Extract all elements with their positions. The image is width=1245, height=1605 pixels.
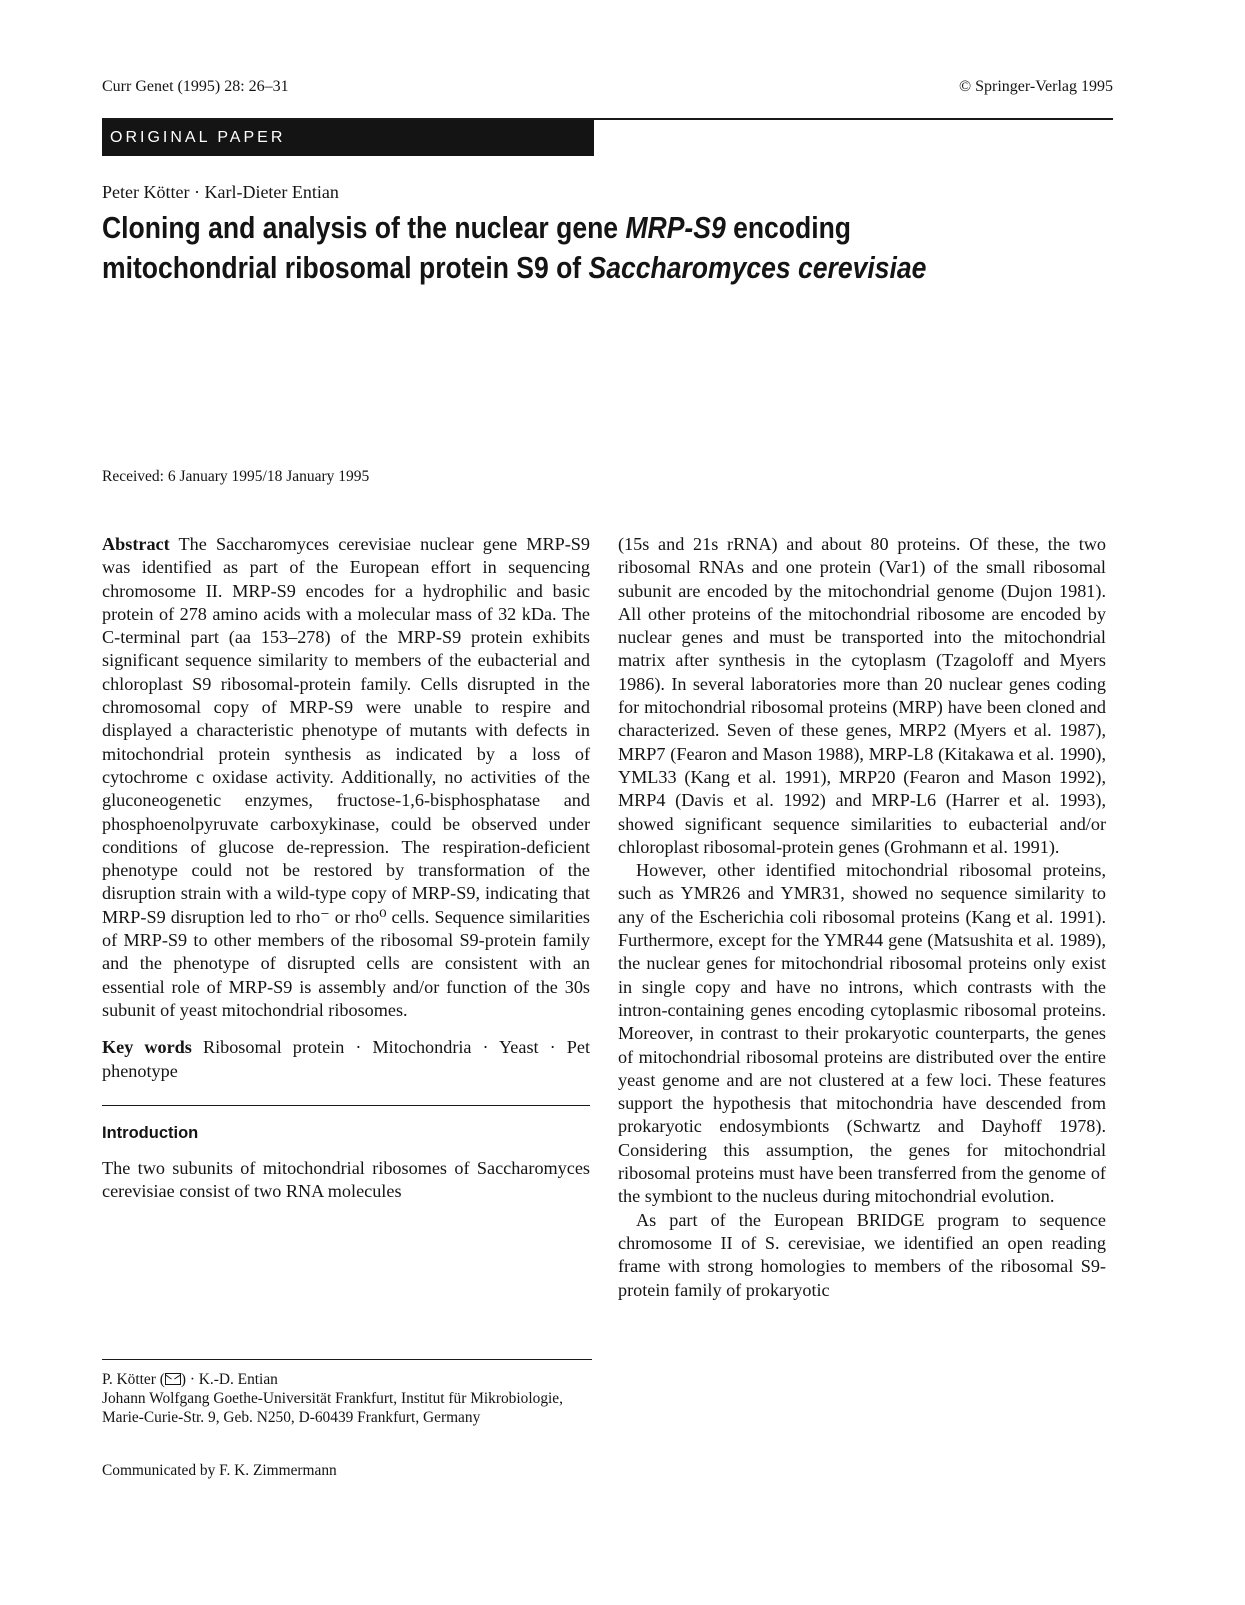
corresponding-authors	[102, 1370, 592, 1389]
title-organism: Saccharomyces cerevisiae	[588, 251, 927, 285]
abstract-text: The Saccharomyces cerevisiae nuclear gene MRP-S9 was identified as part of the European effort in sequencing chromosome II. MRP-S9 encodes for a hydrophilic and basic protein of 278 amino acids with a molecular mass of 32 kDa. The C-terminal part (aa 153–278) of the MRP-S9 protein exhibits significant sequence similarity to members of the eubacterial and chloroplast S9 ribosomal-protein family. Cells disrupted in the chromosomal copy of MRP-S9 were unable to respire and displayed a characteristic phenotype of mutants with defects in mitochondrial protein synthesis as indicated by a loss of cytochrome c oxidase activity. Additionally, no activities of the gluconeogenetic enzymes, fructose-1,6-bisphosphatase and phosphoenolpyruvate carboxykinase, could be observed under conditions of glucose de-repression. The respiration-deficient phenotype could not be restored by transformation of the disruption strain with a wild-type copy of MRP-S9, indicating that MRP-S9 disruption led to rho⁻ or rho⁰ cells. Sequence similarities of MRP-S9 to other members of the ribosomal S9-protein family and the phenotype of disrupted cells are consistent with an essential role of MRP-S9 is assembly and/or function of the 30s subunit of yeast mitochondrial ribosomes.	[102, 534, 590, 1020]
envelope-icon	[165, 1373, 181, 1385]
left-column	[102, 533, 590, 1204]
footnote-author-2: ) · K.-D. Entian	[180, 1371, 278, 1388]
author-list: Peter Kötter · Karl-Dieter Entian	[102, 182, 339, 202]
journal-citation: Curr Genet (1995) 28: 26–31	[102, 78, 289, 95]
communicated-by: Communicated by F. K. Zimmermann	[102, 1462, 337, 1479]
right-column	[618, 533, 1106, 1302]
introduction-heading: Introduction	[102, 1123, 199, 1142]
intro-paragraph-1-start: The two subunits of mitochondrial ribosomes of Saccharomyces cerevisiae consist of two RNA molecules	[102, 1158, 590, 1202]
author-affiliation	[102, 1370, 592, 1427]
article-type-banner: ORIGINAL PAPER	[102, 120, 594, 156]
title-text-2: encoding mitochondrial ribosomal protein S9 of	[102, 211, 852, 285]
abstract-label: Abstract	[102, 534, 170, 554]
copyright-notice: © Springer-Verlag 1995	[958, 78, 1113, 95]
intro-paragraph-3: As part of the European BRIDGE program to sequence chromosome II of S. cerevisiae, we identified an open reading frame with strong homologies to members of the ribosomal S9-protein family of prokaryotic	[618, 1209, 1106, 1300]
paper-title	[102, 208, 1007, 288]
intro-paragraph-2: However, other identified mitochondrial ribosomal proteins, such as YMR26 and YMR31, showed no sequence similarity to any of the Escherichia coli ribosomal proteins (Kang et al. 1991). Furthermore, except for the YMR44 gene (Matsushita et al. 1989), the nuclear genes for mitochondrial ribosomal proteins only exist in single copy and have no introns, which contrasts with the intron-containing genes encoding cytoplasmic ribosomal proteins. Moreover, in contrast to their prokaryotic counterparts, the genes of mitochondrial ribosomal proteins are distributed over the entire yeast genome and are not clustered at a few loci. These features support the hypothesis that mitochondria have descended from prokaryotic endosymbionts (Schwartz and Dayhoff 1978). Considering this assumption, the genes for mitochondrial ribosomal proteins must have been transferred from the genome of the symbiont to the nucleus during mitochondrial evolution.	[618, 860, 1106, 1207]
title-text: Cloning and analysis of the nuclear gene	[102, 211, 626, 245]
received-dates: Received: 6 January 1995/18 January 1995	[102, 468, 370, 485]
title-gene: MRP-S9	[625, 211, 726, 245]
abstract	[102, 533, 590, 1022]
intro-paragraph-1-cont: (15s and 21s rRNA) and about 80 proteins. Of these, the two ribosomal RNAs and one protein (Var1) of the small ribosomal subunit are encoded by the mitochondrial genome (Dujon 1981). All other proteins of the mitochondrial ribosome are encoded by nuclear genes and must be transported into the mitochondrial matrix after synthesis in the cytoplasm (Tzagoloff and Myers 1986). In several laboratories more than 20 nuclear genes coding for mitochondrial ribosomal proteins (MRP) have been cloned and characterized. Seven of these genes, MRP2 (Myers et al. 1987), MRP7 (Fearon and Mason 1988), MRP-L8 (Kitakawa et al. 1990), YML33 (Kang et al. 1991), MRP20 (Fearon and Mason 1992), MRP4 (Davis et al. 1992) and MRP-L6 (Harrer et al. 1993), showed significant sequence similarities to eubacterial and/or chloroplast ribosomal-protein genes (Grohmann et al. 1991).	[618, 534, 1106, 857]
keywords-text: Ribosomal protein · Mitochondria · Yeast · Pet phenotype	[102, 1037, 590, 1081]
section-rule	[102, 1105, 590, 1106]
keywords-label: Key words	[102, 1037, 192, 1058]
footnote-rule	[102, 1359, 592, 1360]
keywords	[102, 1036, 590, 1083]
footnote-author-1: P. Kötter (	[102, 1371, 165, 1388]
affiliation-address: Johann Wolfgang Goethe-Universität Frankfurt, Institut für Mikrobiologie, Marie-Curie-Str. 9, Geb. N250, D-60439 Frankfurt, Germany	[102, 1390, 563, 1426]
